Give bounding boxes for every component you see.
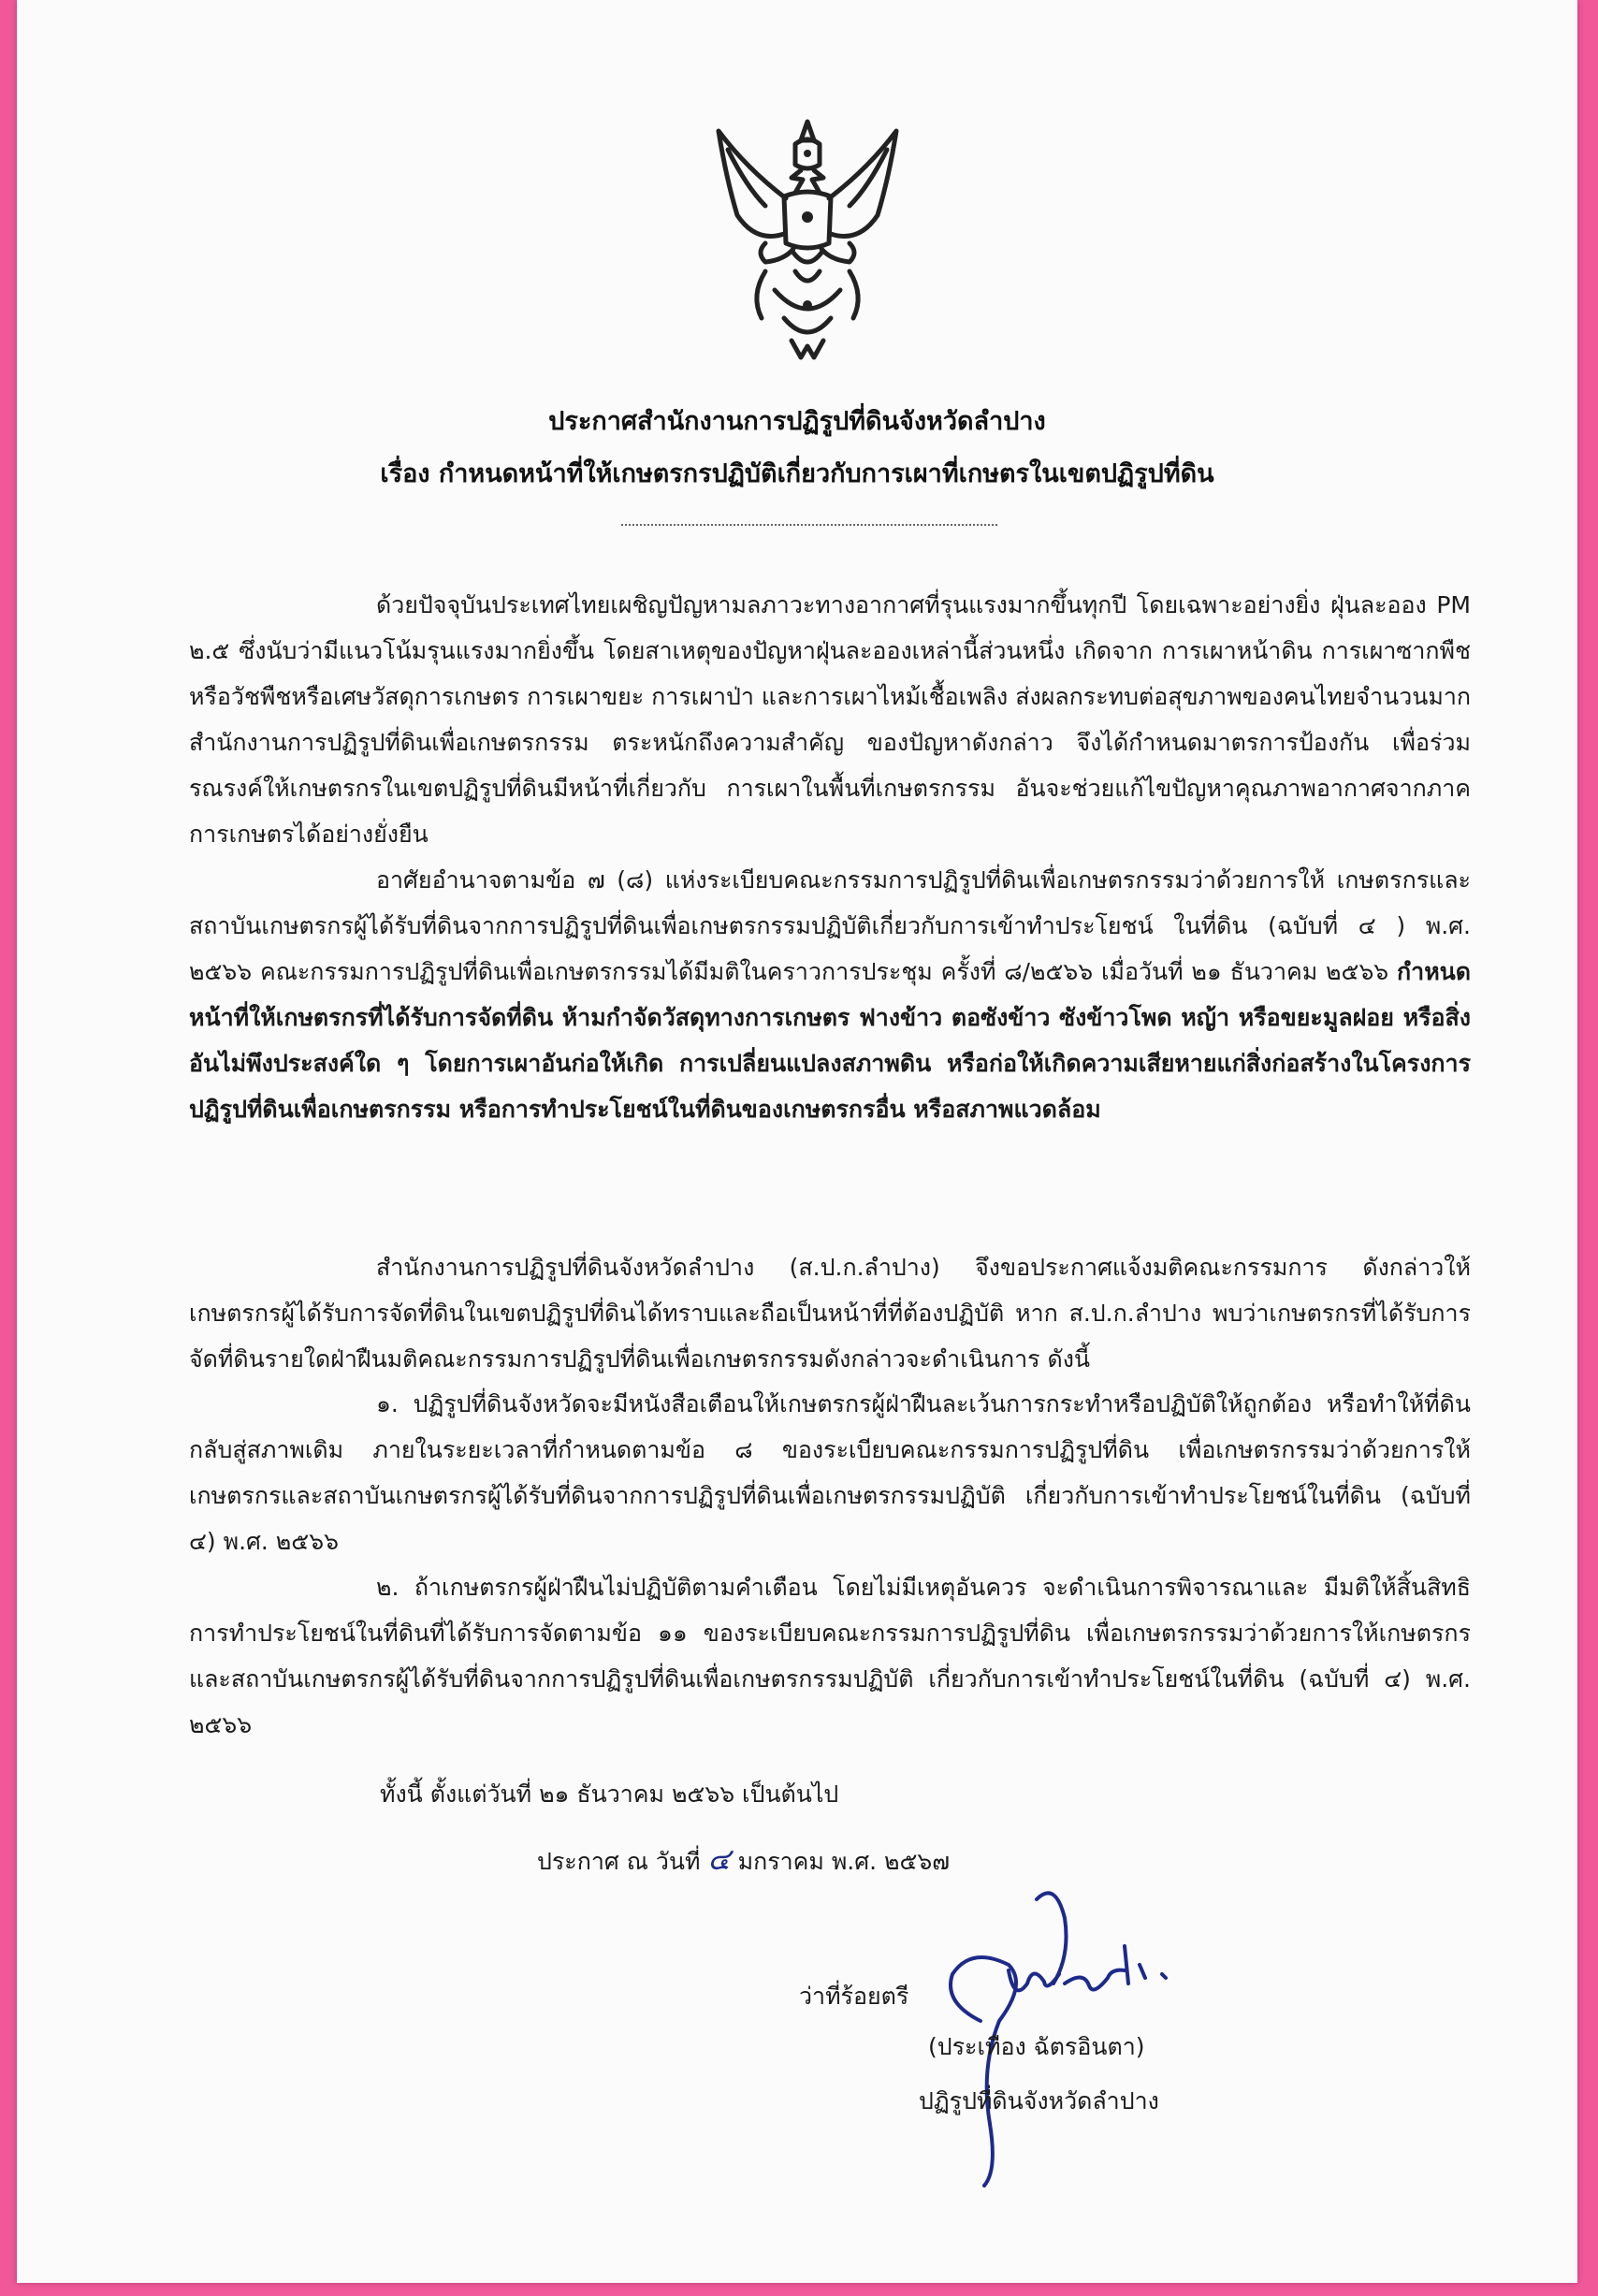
signer-name: (ประเทือง ฉัตรอินตา) <box>928 2033 1145 2060</box>
announce-prefix: ประกาศ ณ วันที่ <box>537 1848 701 1875</box>
paragraph-measure-1: ๑. ปฏิรูปที่ดินจังหวัดจะมีหนังสือเตือนให้เกษตรกรผู้ฝ่าฝืนละเว้นการกระทำหรือปฏิบัติให้ถูกต้อง หรือทำให้ที่ดินกลับสู่สภาพเดิม ภายในระยะเวลาที่กำหนดตามข้อ ๘ ของระเบียบคณะกรรมการปฏิรูปที่ดิน เพื่อเกษตรกรรมว่าด้วยการให้เกษตรกรและสถาบันเกษตรกรผู้ได้รับที่ดินจากการปฏิรูปที่ดินเพื่อเกษตรกรรมปฏิบัติ เกี่ยวกับการเข้าทำประโยชน์ในที่ดิน (ฉบับที่ ๔) พ.ศ. ๒๕๖๖ <box>189 1390 1471 1555</box>
announcement-title: ประกาศสำนักงานการปฏิรูปที่ดินจังหวัดลำปาง <box>548 407 1046 436</box>
signer-position: ปฏิรูปที่ดินจังหวัดลำปาง <box>919 2087 1159 2114</box>
authority-text: อาศัยอำนาจตามข้อ ๗ (๘) แห่งระเบียบคณะกรรมการปฏิรูปที่ดินเพื่อเกษตรกรรมว่าด้วยการให้ เกษตรกรและสถาบันเกษตรกรผู้ได้รับที่ดินจากการปฏิรูปที่ดินเพื่อเกษตรกรรมปฏิบัติเกี่ยวกับการเข้าทำประโยชน์ ในที่ดิน (ฉบับที่ ๔ ) พ.ศ. ๒๕๖๖ คณะกรรมการปฏิรูปที่ดินเพื่อเกษตรกรรมได้มีมติในคราวการประชุม ครั้งที่ ๘/๒๕๖๖ เมื่อวันที่ ๒๑ ธันวาคม ๒๕๖๖ <box>189 866 1471 985</box>
announce-date-line <box>537 1836 950 1883</box>
paragraph-authority <box>189 857 1471 1132</box>
authority-bold-directive: กำหนดหน้าที่ให้เกษตรกรที่ได้รับการจัดที่ดิน ห้ามกำจัดวัสดุทางการเกษตร ฟางข้าว ตอซังข้าว ซังข้าวโพด หญ้า หรือขยะมูลฝอย หรือสิ่งอันไม่พึงประสงค์ใด ๆ โดยการเผาอันก่อให้เกิด การเปลี่ยนแปลงสภาพดิน หรือก่อให้เกิดความเสียหายแก่สิ่งก่อสร้างในโครงการปฏิรูปที่ดินเพื่อเกษตรกรรม หรือการทำประโยชน์ในที่ดินของเกษตรกรอื่น หรือสภาพแวดล้อม <box>189 958 1471 1123</box>
announce-suffix: มกราคม พ.ศ. ๒๕๖๗ <box>737 1848 951 1875</box>
signer-rank: ว่าที่ร้อยตรี <box>799 1983 909 2010</box>
dotted-divider <box>621 524 997 526</box>
paragraph-measure-2: ๒. ถ้าเกษตรกรผู้ฝ่าฝืนไม่ปฏิบัติตามคำเตือน โดยไม่มีเหตุอันควร จะดำเนินการพิจารณาและ มีมติให้สิ้นสิทธิการทำประโยชน์ในที่ดินที่ได้รับการจัดตามข้อ ๑๑ ของระเบียบคณะกรรมการปฏิรูปที่ดิน เพื่อเกษตรกรรมว่าด้วยการให้เกษตรกรและสถาบันเกษตรกรผู้ได้รับที่ดินจากการปฏิรูปที่ดินเพื่อเกษตรกรรมปฏิบัติ เกี่ยวกับการเข้าทำประโยชน์ในที่ดิน (ฉบับที่ ๔) พ.ศ. ๒๕๖๖ <box>189 1574 1471 1738</box>
document-page <box>17 0 1577 2283</box>
paragraph-background: ด้วยปัจจุบันประเทศไทยเผชิญปัญหามลภาวะทางอากาศที่รุนแรงมากขึ้นทุกปี โดยเฉพาะอย่างยิ่ง ฝุ่นละออง PM ๒.๕ ซึ่งนับว่ามีแนวโน้มรุนแรงมากยิ่งขึ้น โดยสาเหตุของปัญหาฝุ่นละอองเหล่านี้ส่วนหนึ่ง เกิดจาก การเผาหน้าดิน การเผาซากพืชหรือวัชพืชหรือเศษวัสดุการเกษตร การเผาขยะ การเผาป่า และการเผาไหม้เชื้อเพลิง ส่งผลกระทบต่อสุขภาพของคนไทยจำนวนมาก สำนักงานการปฏิรูปที่ดินเพื่อเกษตรกรรม ตระหนักถึงความสำคัญ ของปัญหาดังกล่าว จึงได้กำหนดมาตรการป้องกัน เพื่อร่วมรณรงค์ให้เกษตรกรในเขตปฏิรูปที่ดินมีหน้าที่เกี่ยวกับ การเผาในพื้นที่เกษตรกรรม อันจะช่วยแก้ไขปัญหาคุณภาพอากาศจากภาคการเกษตรได้อย่างยั่งยืน <box>189 591 1471 848</box>
effective-date-line: ทั้งนี้ ตั้งแต่วันที่ ๒๑ ธันวาคม ๒๕๖๖ เป็นต้นไป <box>380 1780 839 1808</box>
announcement-subject: เรื่อง กำหนดหน้าที่ให้เกษตรกรปฏิบัติเกี่ยวกับการเผาที่เกษตรในเขตปฏิรูปที่ดิน <box>380 459 1214 488</box>
announce-day-handwritten: ๔ <box>707 1841 731 1877</box>
paragraph-notice: สำนักงานการปฏิรูปที่ดินจังหวัดลำปาง (ส.ป.ก.ลำปาง) จึงขอประกาศแจ้งมติคณะกรรมการ ดังกล่าวให้เกษตรกรผู้ได้รับการจัดที่ดินในเขตปฏิรูปที่ดินได้ทราบและถือเป็นหน้าที่ที่ต้องปฏิบัติ หาก ส.ป.ก.ลำปาง พบว่าเกษตรกรที่ได้รับการจัดที่ดินรายใดฝ่าฝืนมติคณะกรรมการปฏิรูปที่ดินเพื่อเกษตรกรรมดังกล่าวจะดำเนินการ ดังนี้ <box>189 1254 1471 1373</box>
garuda-emblem-icon <box>709 112 906 369</box>
